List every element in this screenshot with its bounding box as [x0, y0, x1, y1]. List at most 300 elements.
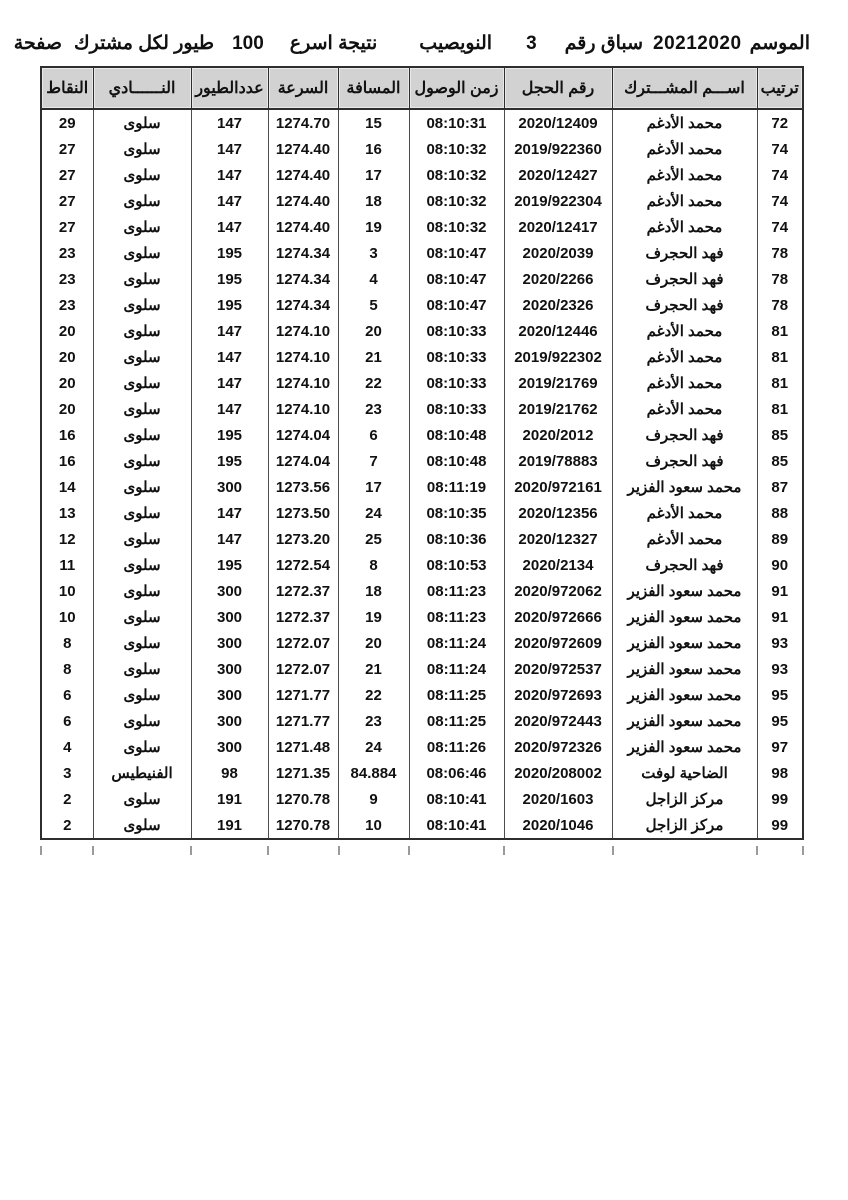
cell-birds: 195	[191, 448, 268, 474]
column-header-club: النــــــادي	[93, 67, 191, 109]
column-header-rank: ترتيب	[757, 67, 803, 109]
cell-club: سلوى	[93, 812, 191, 839]
fastest-birds-count: 100	[232, 33, 264, 54]
result-row	[41, 656, 803, 682]
cell-distance: 4	[338, 266, 409, 292]
cell-distance: 3	[338, 240, 409, 266]
cell-club: سلوى	[93, 396, 191, 422]
cell-name: فهد الحجرف	[612, 422, 757, 448]
cell-points: 27	[41, 136, 93, 162]
cell-speed: 1273.56	[268, 474, 338, 500]
cell-birds: 300	[191, 630, 268, 656]
cell-time: 08:10:41	[409, 786, 504, 812]
result-row	[41, 214, 803, 240]
result-row	[41, 422, 803, 448]
cell-rank: 89	[757, 526, 803, 552]
cell-club: سلوى	[93, 474, 191, 500]
cell-birds: 147	[191, 109, 268, 136]
cell-birds: 300	[191, 604, 268, 630]
result-row	[41, 396, 803, 422]
cell-distance: 24	[338, 500, 409, 526]
cell-club: سلوى	[93, 656, 191, 682]
column-header-points: النقاط	[41, 67, 93, 109]
cell-club: سلوى	[93, 292, 191, 318]
cell-speed: 1272.54	[268, 552, 338, 578]
cell-speed: 1270.78	[268, 786, 338, 812]
cell-points: 29	[41, 109, 93, 136]
cell-speed: 1273.20	[268, 526, 338, 552]
cell-time: 08:10:33	[409, 370, 504, 396]
cell-points: 20	[41, 396, 93, 422]
cell-rank: 91	[757, 604, 803, 630]
cell-ring: 2020/972326	[504, 734, 612, 760]
cell-points: 23	[41, 292, 93, 318]
cell-ring: 2020/12427	[504, 162, 612, 188]
result-row	[41, 630, 803, 656]
cell-time: 08:10:48	[409, 422, 504, 448]
column-header-distance: المسافة	[338, 67, 409, 109]
cell-name: فهد الحجرف	[612, 266, 757, 292]
cell-birds: 195	[191, 266, 268, 292]
cell-time: 08:11:25	[409, 708, 504, 734]
cell-rank: 85	[757, 448, 803, 474]
cell-time: 08:10:32	[409, 214, 504, 240]
cell-distance: 23	[338, 396, 409, 422]
cell-points: 11	[41, 552, 93, 578]
cell-points: 23	[41, 266, 93, 292]
cell-rank: 98	[757, 760, 803, 786]
cell-birds: 147	[191, 214, 268, 240]
cell-name: محمد الأدغم	[612, 344, 757, 370]
cell-distance: 25	[338, 526, 409, 552]
result-row	[41, 500, 803, 526]
cell-ring: 2019/21762	[504, 396, 612, 422]
cell-birds: 300	[191, 578, 268, 604]
cell-rank: 99	[757, 812, 803, 839]
cell-rank: 88	[757, 500, 803, 526]
column-header-time: زمن الوصول	[409, 67, 504, 109]
cell-time: 08:10:41	[409, 812, 504, 839]
cell-birds: 147	[191, 344, 268, 370]
cell-time: 08:11:23	[409, 578, 504, 604]
cell-ring: 2019/21769	[504, 370, 612, 396]
page-label: صفحة	[13, 33, 62, 54]
cell-rank: 74	[757, 214, 803, 240]
cell-birds: 195	[191, 292, 268, 318]
cell-distance: 16	[338, 136, 409, 162]
cell-name: محمد الأدغم	[612, 136, 757, 162]
cell-speed: 1274.34	[268, 292, 338, 318]
cell-name: محمد سعود الفزير	[612, 708, 757, 734]
result-row	[41, 162, 803, 188]
cell-rank: 91	[757, 578, 803, 604]
cell-name: فهد الحجرف	[612, 240, 757, 266]
cell-name: محمد الأدغم	[612, 214, 757, 240]
cell-name: محمد الأدغم	[612, 188, 757, 214]
cell-club: سلوى	[93, 422, 191, 448]
cell-rank: 99	[757, 786, 803, 812]
cell-distance: 17	[338, 474, 409, 500]
cell-club: سلوى	[93, 448, 191, 474]
cell-ring: 2020/972161	[504, 474, 612, 500]
cell-club: الفنيطيس	[93, 760, 191, 786]
cell-points: 23	[41, 240, 93, 266]
cell-name: محمد الأدغم	[612, 109, 757, 136]
report-header	[13, 32, 810, 55]
cell-ring: 2020/12356	[504, 500, 612, 526]
cell-ring: 2020/208002	[504, 760, 612, 786]
cell-time: 08:10:53	[409, 552, 504, 578]
cell-points: 20	[41, 344, 93, 370]
cell-birds: 300	[191, 656, 268, 682]
cell-name: محمد الأدغم	[612, 396, 757, 422]
cell-distance: 7	[338, 448, 409, 474]
cell-name: فهد الحجرف	[612, 448, 757, 474]
cell-rank: 74	[757, 162, 803, 188]
cell-club: سلوى	[93, 526, 191, 552]
cell-time: 08:11:25	[409, 682, 504, 708]
cell-club: سلوى	[93, 552, 191, 578]
cell-club: سلوى	[93, 682, 191, 708]
result-row	[41, 109, 803, 136]
cell-club: سلوى	[93, 266, 191, 292]
result-type-label: نتيجة اسرع	[289, 33, 378, 54]
result-row	[41, 578, 803, 604]
cell-birds: 191	[191, 812, 268, 839]
result-row	[41, 370, 803, 396]
cell-speed: 1274.40	[268, 136, 338, 162]
cell-speed: 1274.40	[268, 162, 338, 188]
cell-name: محمد سعود الفزير	[612, 578, 757, 604]
cell-distance: 20	[338, 630, 409, 656]
cell-points: 13	[41, 500, 93, 526]
cell-birds: 195	[191, 422, 268, 448]
cell-name: محمد سعود الفزير	[612, 682, 757, 708]
cell-points: 2	[41, 812, 93, 839]
results-table-header	[41, 67, 803, 109]
cell-club: سلوى	[93, 109, 191, 136]
cell-distance: 17	[338, 162, 409, 188]
cell-time: 08:10:33	[409, 344, 504, 370]
cell-points: 3	[41, 760, 93, 786]
cell-ring: 2019/922302	[504, 344, 612, 370]
cell-club: سلوى	[93, 370, 191, 396]
results-table-body	[41, 109, 803, 839]
cell-rank: 93	[757, 656, 803, 682]
cell-name: فهد الحجرف	[612, 292, 757, 318]
cell-name: محمد سعود الفزير	[612, 734, 757, 760]
cell-birds: 147	[191, 318, 268, 344]
race-number-label: سباق رقم	[564, 33, 644, 54]
cell-distance: 8	[338, 552, 409, 578]
cell-distance: 84.884	[338, 760, 409, 786]
cell-time: 08:11:24	[409, 630, 504, 656]
cell-club: سلوى	[93, 630, 191, 656]
cell-points: 2	[41, 786, 93, 812]
cell-ring: 2020/2134	[504, 552, 612, 578]
column-header-name: اســـم المشـــترك	[612, 67, 757, 109]
cell-speed: 1274.10	[268, 344, 338, 370]
venue-name: النويصيب	[419, 33, 493, 54]
cell-club: سلوى	[93, 708, 191, 734]
cell-time: 08:10:31	[409, 109, 504, 136]
cell-points: 6	[41, 682, 93, 708]
cell-speed: 1274.04	[268, 448, 338, 474]
cell-rank: 78	[757, 292, 803, 318]
cell-ring: 2020/2266	[504, 266, 612, 292]
cell-rank: 95	[757, 682, 803, 708]
column-header-speed: السرعة	[268, 67, 338, 109]
cell-distance: 18	[338, 188, 409, 214]
cell-distance: 19	[338, 214, 409, 240]
result-row	[41, 734, 803, 760]
race-number-value: 3	[526, 33, 537, 54]
result-row	[41, 188, 803, 214]
cell-speed: 1272.37	[268, 604, 338, 630]
cell-name: محمد الأدغم	[612, 370, 757, 396]
cell-rank: 93	[757, 630, 803, 656]
cell-birds: 147	[191, 370, 268, 396]
column-tick-mark	[408, 846, 410, 855]
cell-speed: 1274.10	[268, 318, 338, 344]
cell-ring: 2020/972666	[504, 604, 612, 630]
cell-distance: 22	[338, 370, 409, 396]
cell-birds: 300	[191, 474, 268, 500]
cell-points: 27	[41, 162, 93, 188]
cell-time: 08:11:19	[409, 474, 504, 500]
cell-ring: 2020/12327	[504, 526, 612, 552]
cell-birds: 147	[191, 162, 268, 188]
cell-club: سلوى	[93, 240, 191, 266]
cell-club: سلوى	[93, 136, 191, 162]
cell-speed: 1271.35	[268, 760, 338, 786]
cell-distance: 21	[338, 656, 409, 682]
result-row	[41, 786, 803, 812]
season-value: 20212020	[653, 33, 742, 54]
cell-points: 10	[41, 578, 93, 604]
cell-distance: 5	[338, 292, 409, 318]
cell-time: 08:10:35	[409, 500, 504, 526]
cell-time: 08:11:24	[409, 656, 504, 682]
cell-time: 08:10:47	[409, 240, 504, 266]
cell-speed: 1274.04	[268, 422, 338, 448]
cell-points: 8	[41, 630, 93, 656]
cell-speed: 1274.40	[268, 214, 338, 240]
cell-ring: 2019/922304	[504, 188, 612, 214]
cell-speed: 1274.40	[268, 188, 338, 214]
result-row	[41, 812, 803, 839]
cell-ring: 2020/12409	[504, 109, 612, 136]
cell-birds: 195	[191, 552, 268, 578]
cell-birds: 300	[191, 708, 268, 734]
column-tick-mark	[190, 846, 192, 855]
cell-distance: 22	[338, 682, 409, 708]
cell-birds: 195	[191, 240, 268, 266]
cell-speed: 1274.70	[268, 109, 338, 136]
cell-rank: 85	[757, 422, 803, 448]
cell-club: سلوى	[93, 578, 191, 604]
cell-points: 16	[41, 422, 93, 448]
cell-name: مركز الزاجل	[612, 786, 757, 812]
cell-birds: 147	[191, 188, 268, 214]
cell-rank: 74	[757, 136, 803, 162]
cell-time: 08:10:47	[409, 292, 504, 318]
cell-rank: 81	[757, 318, 803, 344]
header-row	[41, 67, 803, 109]
result-row	[41, 292, 803, 318]
cell-points: 27	[41, 214, 93, 240]
cell-ring: 2020/972537	[504, 656, 612, 682]
cell-speed: 1273.50	[268, 500, 338, 526]
cell-points: 20	[41, 370, 93, 396]
cell-name: الضاحية لوفت	[612, 760, 757, 786]
cell-name: محمد سعود الفزير	[612, 656, 757, 682]
cell-birds: 147	[191, 136, 268, 162]
cell-ring: 2020/12446	[504, 318, 612, 344]
cell-birds: 191	[191, 786, 268, 812]
cell-rank: 95	[757, 708, 803, 734]
cell-distance: 15	[338, 109, 409, 136]
column-header-birds: عددالطيور	[191, 67, 268, 109]
cell-distance: 24	[338, 734, 409, 760]
cell-points: 27	[41, 188, 93, 214]
per-participant-label: طيور لكل مشترك	[73, 33, 215, 54]
cell-points: 10	[41, 604, 93, 630]
column-tick-mark	[40, 846, 42, 855]
cell-rank: 90	[757, 552, 803, 578]
cell-rank: 97	[757, 734, 803, 760]
cell-birds: 147	[191, 500, 268, 526]
result-row	[41, 474, 803, 500]
cell-club: سلوى	[93, 214, 191, 240]
result-row	[41, 448, 803, 474]
cell-time: 08:11:26	[409, 734, 504, 760]
cell-name: محمد سعود الفزير	[612, 604, 757, 630]
result-row	[41, 760, 803, 786]
cell-distance: 9	[338, 786, 409, 812]
cell-ring: 2020/972062	[504, 578, 612, 604]
column-tick-mark	[503, 846, 505, 855]
cell-points: 6	[41, 708, 93, 734]
cell-time: 08:10:48	[409, 448, 504, 474]
cell-birds: 147	[191, 526, 268, 552]
cell-points: 8	[41, 656, 93, 682]
result-row	[41, 266, 803, 292]
cell-club: سلوى	[93, 500, 191, 526]
column-tick-mark	[612, 846, 614, 855]
cell-name: محمد الأدغم	[612, 162, 757, 188]
column-tick-mark	[802, 846, 804, 855]
cell-rank: 74	[757, 188, 803, 214]
cell-speed: 1271.77	[268, 682, 338, 708]
cell-club: سلوى	[93, 344, 191, 370]
cell-speed: 1270.78	[268, 812, 338, 839]
column-tick-mark	[267, 846, 269, 855]
cell-distance: 6	[338, 422, 409, 448]
cell-speed: 1272.37	[268, 578, 338, 604]
cell-ring: 2020/972443	[504, 708, 612, 734]
column-tick-mark	[92, 846, 94, 855]
cell-ring: 2020/12417	[504, 214, 612, 240]
result-row	[41, 344, 803, 370]
cell-birds: 300	[191, 734, 268, 760]
cell-rank: 81	[757, 344, 803, 370]
results-table	[40, 66, 804, 840]
cell-time: 08:11:23	[409, 604, 504, 630]
result-row	[41, 136, 803, 162]
cell-points: 16	[41, 448, 93, 474]
cell-speed: 1272.07	[268, 630, 338, 656]
cell-name: محمد الأدغم	[612, 318, 757, 344]
cell-club: سلوى	[93, 786, 191, 812]
cell-ring: 2020/972693	[504, 682, 612, 708]
cell-club: سلوى	[93, 162, 191, 188]
cell-name: محمد سعود الفزير	[612, 474, 757, 500]
cell-time: 08:10:32	[409, 162, 504, 188]
cell-ring: 2020/1603	[504, 786, 612, 812]
cell-ring: 2020/2039	[504, 240, 612, 266]
cell-speed: 1274.34	[268, 266, 338, 292]
cell-time: 08:06:46	[409, 760, 504, 786]
season-label: الموسم	[749, 33, 810, 54]
cell-time: 08:10:36	[409, 526, 504, 552]
column-tick-mark	[338, 846, 340, 855]
cell-distance: 21	[338, 344, 409, 370]
cell-rank: 72	[757, 109, 803, 136]
cell-ring: 2019/922360	[504, 136, 612, 162]
cell-points: 14	[41, 474, 93, 500]
cell-speed: 1272.07	[268, 656, 338, 682]
cell-name: محمد الأدغم	[612, 500, 757, 526]
cell-time: 08:10:32	[409, 136, 504, 162]
cell-points: 20	[41, 318, 93, 344]
cell-club: سلوى	[93, 734, 191, 760]
result-row	[41, 526, 803, 552]
cell-time: 08:10:33	[409, 318, 504, 344]
result-row	[41, 552, 803, 578]
cell-birds: 300	[191, 682, 268, 708]
cell-name: فهد الحجرف	[612, 552, 757, 578]
cell-name: محمد الأدغم	[612, 526, 757, 552]
result-row	[41, 682, 803, 708]
result-row	[41, 318, 803, 344]
cell-club: سلوى	[93, 604, 191, 630]
cell-points: 4	[41, 734, 93, 760]
cell-name: محمد سعود الفزير	[612, 630, 757, 656]
cell-speed: 1271.48	[268, 734, 338, 760]
cell-time: 08:10:32	[409, 188, 504, 214]
cell-distance: 19	[338, 604, 409, 630]
cell-speed: 1274.10	[268, 396, 338, 422]
cell-name: مركز الزاجل	[612, 812, 757, 839]
cell-time: 08:10:33	[409, 396, 504, 422]
cell-distance: 20	[338, 318, 409, 344]
result-row	[41, 240, 803, 266]
cell-speed: 1271.77	[268, 708, 338, 734]
cell-ring: 2020/972609	[504, 630, 612, 656]
cell-ring: 2020/2012	[504, 422, 612, 448]
column-header-ring: رقم الحجل	[504, 67, 612, 109]
cell-speed: 1274.34	[268, 240, 338, 266]
cell-ring: 2020/2326	[504, 292, 612, 318]
result-row	[41, 604, 803, 630]
cell-rank: 78	[757, 266, 803, 292]
cell-time: 08:10:47	[409, 266, 504, 292]
cell-distance: 10	[338, 812, 409, 839]
cell-ring: 2019/78883	[504, 448, 612, 474]
cell-birds: 98	[191, 760, 268, 786]
cell-birds: 147	[191, 396, 268, 422]
